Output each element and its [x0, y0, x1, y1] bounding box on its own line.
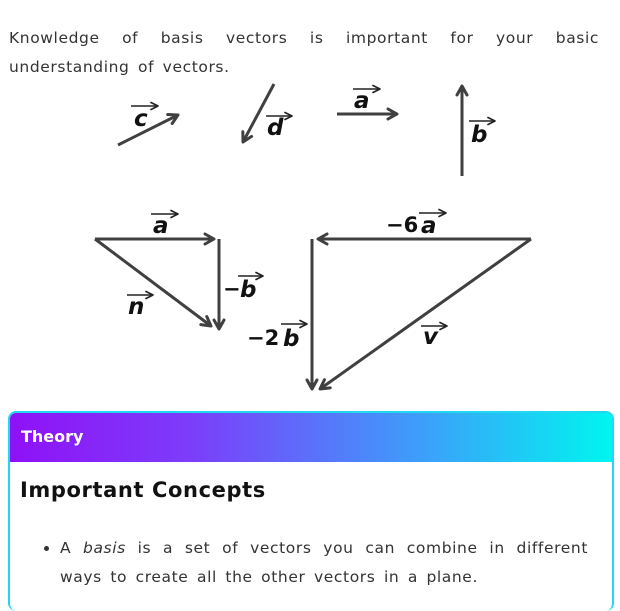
triangle-neg-b-sign: −: [223, 277, 241, 301]
triangle-n-arrow: [95, 239, 211, 326]
triangle-neg6a-coef: −6: [386, 213, 419, 237]
vector-d-label: d: [267, 115, 284, 141]
concepts-list: [10, 534, 612, 592]
triangle-neg6a-label: a: [421, 213, 437, 239]
vector-figure: [0, 70, 620, 400]
intro-paragraph: Knowledge of basis vectors is important for your basic understanding of vectors.: [9, 28, 599, 76]
concept-item: [60, 534, 588, 592]
triangle-v-label: v: [423, 324, 438, 350]
triangle-n-label: n: [128, 294, 145, 320]
concept-prefix: A: [60, 539, 83, 557]
concept-term: basis: [83, 539, 126, 557]
vector-c-arrow: [118, 115, 178, 145]
theory-header: Theory: [10, 413, 612, 462]
vector-b-label: b: [471, 122, 488, 148]
triangle-a-label: a: [153, 213, 169, 239]
triangle-neg2b-coef: −2: [247, 326, 280, 350]
triangle-neg2b-label: b: [283, 326, 300, 352]
triangle-v-arrow: [320, 239, 531, 389]
concepts-title: Important Concepts: [20, 478, 266, 502]
vector-c-label: c: [134, 106, 148, 132]
concept-rest: is a set of vectors you can combine in different ways to create all the other vectors in a plane.: [60, 539, 588, 586]
vector-a-label: a: [354, 88, 370, 114]
theory-box: [8, 411, 614, 611]
triangle-neg-b-label: b: [240, 277, 257, 303]
